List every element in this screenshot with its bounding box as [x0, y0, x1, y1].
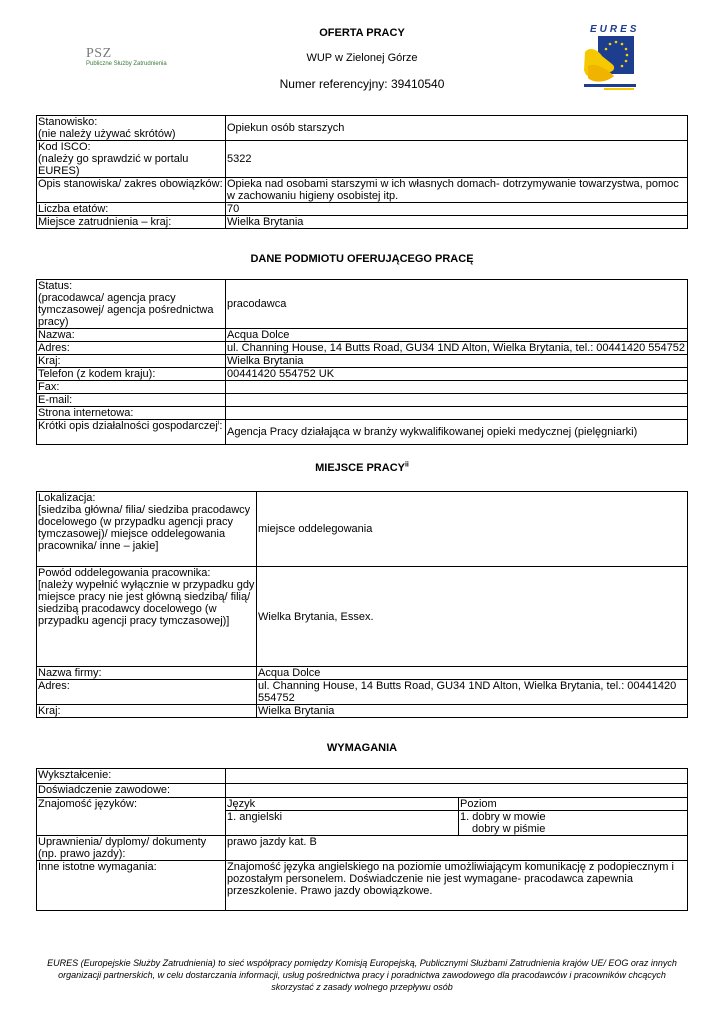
table-row	[37, 784, 688, 798]
eures-logo-graphic	[582, 26, 638, 92]
row-value	[226, 407, 688, 420]
footnote-marker: ii	[404, 461, 409, 469]
row-label: Fax:	[37, 381, 226, 394]
workplace-heading	[0, 462, 724, 474]
table-row	[37, 836, 688, 861]
row-label: Nazwa firmy:	[37, 667, 257, 680]
row-value: Opieka nad osobami starszymi w ich własnych domach- dotrzymywanie towarzystwa, pomoc w zachowaniu higieny osobistej itp.	[226, 178, 688, 203]
table-row	[37, 216, 688, 229]
row-label: Opis stanowiska/ zakres obowiązków:	[37, 178, 226, 203]
row-value: 70	[226, 203, 688, 216]
offer-table	[36, 115, 688, 229]
licenses-value: prawo jazdy kat. B	[226, 836, 688, 861]
row-label: Miejsce zatrudnienia – kraj:	[37, 216, 226, 229]
requirements-heading: WYMAGANIA	[326, 742, 398, 754]
row-value: ul. Channing House, 14 Butts Road, GU34 1ND Alton, Wielka Brytania, tel.: 00441420 554752	[226, 342, 688, 355]
row-label	[37, 420, 226, 445]
row-label: Kod ISCO: (należy go sprawdzić w portalu EURES)	[37, 141, 226, 178]
licenses-label: Uprawnienia/ dyplomy/ dokumenty (np. prawo jazdy):	[37, 836, 226, 861]
row-label: Powód oddelegowania pracownika: [należy wypełnić wyłącznie w przypadku gdy miejsce pracy nie jest główną siedzibą/ filią/ siedzibą pracodawcy docelowego (w przypadku agencji pracy tymczasowej)]	[37, 567, 257, 667]
table-row	[37, 381, 688, 394]
row-value: Agencja Pracy działająca w branży wykwalifikowanej opieki medycznej (pielęgniarki)	[226, 420, 688, 445]
requirements-table	[36, 768, 688, 911]
table-row	[37, 329, 688, 342]
row-value: Wielka Brytania, Essex.	[257, 567, 688, 667]
row-label: Adres:	[37, 342, 226, 355]
row-label: Liczba etatów:	[37, 203, 226, 216]
row-label-suffix: :	[219, 420, 223, 432]
languages-label: Znajomość języków:	[37, 798, 226, 836]
table-row	[37, 492, 688, 567]
row-value: Acqua Dolce	[257, 667, 688, 680]
eures-logo-text: EURES	[590, 24, 640, 35]
reference-number: Numer referencyjny: 39410540	[279, 77, 445, 91]
row-value: Opiekun osób starszych	[226, 116, 688, 141]
row-label: Telefon (z kodem kraju):	[37, 368, 226, 381]
row-value: miejsce oddelegowania	[257, 492, 688, 567]
table-row	[37, 567, 688, 667]
row-value: pracodawca	[226, 280, 688, 329]
row-label: Adres:	[37, 680, 257, 705]
table-row	[37, 420, 688, 445]
table-row	[37, 407, 688, 420]
languages-column-level: Poziom	[459, 798, 688, 811]
table-row	[37, 178, 688, 203]
row-value	[226, 394, 688, 407]
table-row	[37, 705, 688, 718]
row-value: 00441420 554752 UK	[226, 368, 688, 381]
table-row	[37, 680, 688, 705]
office-name: WUP w Zielonej Górze	[306, 52, 418, 64]
language-level	[459, 811, 688, 836]
row-label: Kraj:	[37, 705, 257, 718]
row-label: Kraj:	[37, 355, 226, 368]
languages-column-language: Język	[226, 798, 459, 811]
table-row	[37, 667, 688, 680]
row-label: E-mail:	[37, 394, 226, 407]
row-label: Nazwa:	[37, 329, 226, 342]
psz-logo	[86, 46, 167, 67]
other-requirements-value: Znajomość języka angielskiego na poziomie umożliwiającym komunikację z podopiecznym i pozostałym personelem. Doświadczenie nie jest wymagane- pracodawca zapewnia przeszkolenie. Prawo jazdy obowiązkowe.	[226, 861, 688, 911]
language-level-writing: dobry w piśmie	[472, 823, 546, 835]
other-requirements-label: Inne istotne wymagania:	[37, 861, 226, 911]
table-row	[37, 280, 688, 329]
table-row	[37, 394, 688, 407]
employer-heading: DANE PODMIOTU OFERUJĄCEGO PRACĘ	[250, 253, 474, 265]
footnote-marker: i	[217, 419, 220, 427]
row-value: Wielka Brytania	[226, 216, 688, 229]
row-label: Lokalizacja: [siedziba główna/ filia/ siedziba pracodawcy docelowego (w przypadku agencji pracy tymczasowej)/ miejsce oddelegowania pracownika/ inne – jakie]	[37, 492, 257, 567]
row-label: Status: (pracodawca/ agencja pracy tymczasowej/ agencja pośrednictwa pracy)	[37, 280, 226, 329]
table-row	[37, 368, 688, 381]
experience-value	[226, 784, 688, 798]
education-value	[226, 769, 688, 784]
document-title: OFERTA PRACY	[319, 27, 405, 39]
row-value: Wielka Brytania	[226, 355, 688, 368]
workplace-table	[36, 491, 688, 718]
language-level-speaking: 1. dobry w mowie	[460, 811, 546, 823]
row-label-text: Krótki opis działalności gospodarczej	[38, 420, 218, 432]
row-label: Strona internetowa:	[37, 407, 226, 420]
table-row	[37, 798, 688, 811]
education-label: Wykształcenie:	[37, 769, 226, 784]
row-value: ul. Channing House, 14 Butts Road, GU34 1ND Alton, Wielka Brytania, tel.: 00441420 554752	[257, 680, 688, 705]
row-value: Wielka Brytania	[257, 705, 688, 718]
language-name: 1. angielski	[226, 811, 459, 836]
table-row	[37, 116, 688, 141]
table-row	[37, 355, 688, 368]
row-value: Acqua Dolce	[226, 329, 688, 342]
table-row	[37, 342, 688, 355]
row-label: Stanowisko: (nie należy używać skrótów)	[37, 116, 226, 141]
row-value	[226, 381, 688, 394]
eures-logo	[582, 26, 638, 92]
table-row	[37, 203, 688, 216]
workplace-heading-text: MIEJSCE PRACY	[315, 462, 405, 474]
row-value: 5322	[226, 141, 688, 178]
table-row	[37, 769, 688, 784]
table-row	[37, 861, 688, 911]
psz-logo-subtext: Publiczne Służby Zatrudnienia	[86, 61, 167, 67]
psz-logo-text: PSZ	[86, 46, 112, 61]
footer-note: EURES (Europejskie Służby Zatrudnienia) to sieć współpracy pomiędzy Komisją Europejską, Publicznymi Służbami Zatrudnienia krajów UE/ EOG oraz innych organizacji partnerskich, w celu dostarczania informacji, usług pośrednictwa pracy i poradnictwa zawodowego dla pracodawców i pracowników chcących skorzystać z zasady wolnego przepływu osób	[47, 958, 677, 992]
employer-table	[36, 279, 688, 445]
experience-label: Doświadczenie zawodowe:	[37, 784, 226, 798]
table-row	[37, 141, 688, 178]
